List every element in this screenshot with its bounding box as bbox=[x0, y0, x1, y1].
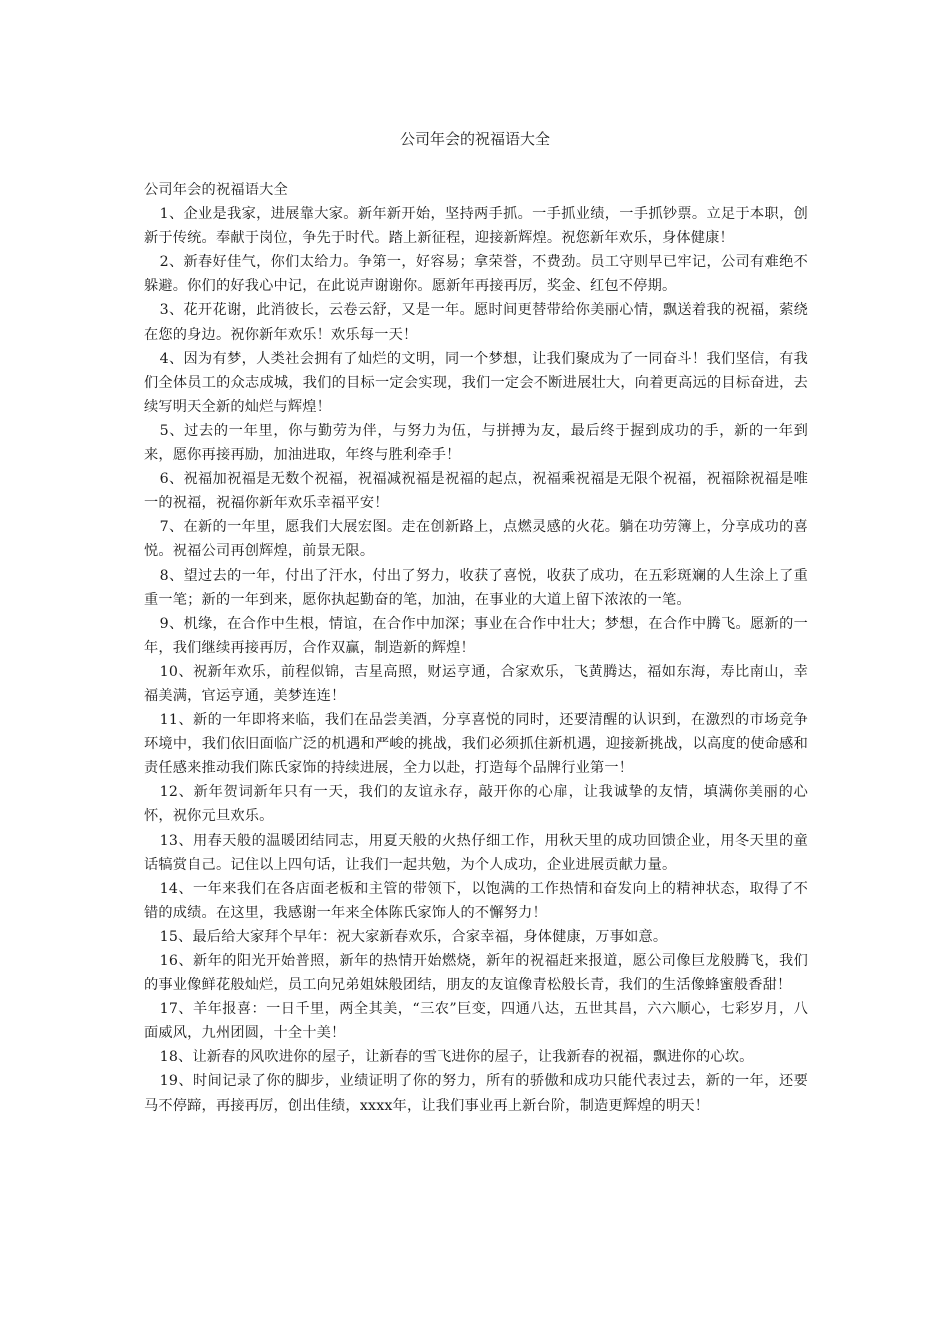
paragraph-4: 4、因为有梦，人类社会拥有了灿烂的文明，同一个梦想，让我们聚成为了一同奋斗！我们坚信，有我们全体员工的众志成城，我们的目标一定会实现，我们一定会不断进展壮大，向着更高远的目标奋进，去续写明天全新的灿烂与辉煌！ bbox=[144, 350, 808, 415]
paragraph-3: 3、花开花谢，此消彼长，云卷云舒，又是一年。愿时间更替带给你美丽心情，飘送着我的祝福，萦绕在您的身边。祝你新年欢乐！欢乐每一天！ bbox=[144, 302, 808, 343]
paragraph-2: 2、新春好佳气，你们太给力。争第一，好容易；拿荣誉，不费劲。员工守则早已牢记，公司有难绝不躲避。你们的好我心中记，在此说声谢谢你。愿新年再接再厉，奖金、红包不停期。 bbox=[144, 254, 808, 295]
paragraph-11: 11、新的一年即将来临，我们在品尝美酒，分享喜悦的同时，还要清醒的认识到，在激烈的市场竞争环境中，我们依旧面临广泛的机遇和严峻的挑战，我们必须抓住新机遇，迎接新挑战，以高度的使命感和责任感来推动我们陈氏家饰的持续进展，全力以赴，打造每个品牌行业第一！ bbox=[144, 712, 808, 777]
paragraph-16: 16、新年的阳光开始普照，新年的热情开始燃烧，新年的祝福赶来报道，愿公司像巨龙般腾飞，我们的事业像鲜花般灿烂，员工向兄弟姐妹般团结，朋友的友谊像青松般长青，我们的生活像蜂蜜般香甜！ bbox=[144, 953, 808, 994]
paragraph-5: 5、过去的一年里，你与勤劳为伴，与努力为伍，与拼搏为友，最后终于握到成功的手，新的一年到来，愿你再接再励，加油进取，年终与胜利牵手！ bbox=[144, 422, 808, 464]
paragraph-13: 13、用春天般的温暖团结同志，用夏天般的火热仔细工作，用秋天里的成功回馈企业，用冬天里的童话犒赏自己。记住以上四句话，让我们一起共勉，为个人成功，企业进展贡献力量。 bbox=[144, 832, 808, 873]
paragraph-10: 10、祝新年欢乐，前程似锦，吉星高照，财运亨通，合家欢乐，飞黄腾达，福如东海，寿比南山，幸福美满，官运亨通，美梦连连！ bbox=[144, 663, 808, 704]
paragraph-15: 15、最后给大家拜个早年：祝大家新春欢乐，合家幸福，身体健康，万事如意。 bbox=[159, 928, 668, 945]
paragraph-8: 8、望过去的一年，付出了汗水，付出了努力，收获了喜悦，收获了成功，在五彩斑斓的人生涂上了重重一笔；新的一年到来，愿你执起勤奋的笔，加油，在事业的大道上留下浓浓的一笔。 bbox=[144, 567, 808, 608]
paragraph-6: 6、祝福加祝福是无数个祝福，祝福减祝福是祝福的起点，祝福乘祝福是无限个祝福，祝福除祝福是唯一的祝福，祝福你新年欢乐幸福平安！ bbox=[144, 471, 808, 512]
paragraph-12: 12、新年贺词新年只有一天，我们的友谊永存，敲开你的心扉，让我诚挚的友情，填满你美丽的心怀，祝你元旦欢乐。 bbox=[144, 784, 808, 825]
document-subtitle: 公司年会的祝福语大全 bbox=[144, 182, 288, 198]
paragraph-7: 7、在新的一年里，愿我们大展宏图。走在创新路上，点燃灵感的火花。躺在功劳簿上，分享成功的喜悦。祝福公司再创辉煌，前景无限。 bbox=[144, 519, 808, 560]
paragraph-19: 19、时间记录了你的脚步，业绩证明了你的努力，所有的骄傲和成功只能代表过去，新的一年，还要马不停蹄，再接再厉，创出佳绩，xxxx年，让我们事业再上新台阶，制造更辉煌的明天！ bbox=[144, 1073, 808, 1114]
paragraph-17: 17、羊年报喜：一日千里，两全其美，“三农”巨变，四通八达，五世其昌，六六顺心，七彩岁月，八面威风，九州团圆，十全十美！ bbox=[144, 1001, 808, 1042]
document-body bbox=[144, 178, 808, 1118]
paragraph-9: 9、机缘，在合作中生根，情谊，在合作中加深；事业在合作中壮大；梦想，在合作中腾飞。愿新的一年，我们继续再接再厉，合作双赢，制造新的辉煌！ bbox=[144, 615, 808, 656]
paragraph-1: 1、企业是我家，进展靠大家。新年新开始，坚持两手抓。一手抓业绩，一手抓钞票。立足于本职，创新于传统。奉献于岗位，争先于时代。踏上新征程，迎接新辉煌。祝您新年欢乐，身体健康！ bbox=[144, 206, 808, 247]
paragraph-14: 14、一年来我们在各店面老板和主管的带领下，以饱满的工作热情和奋发向上的精神状态，取得了不错的成绩。在这里，我感谢一年来全体陈氏家饰人的不懈努力！ bbox=[144, 880, 808, 921]
paragraph-18: 18、让新春的风吹进你的屋子，让新春的雪飞进你的屋子，让我新春的祝福，飘进你的心坎。 bbox=[159, 1049, 754, 1066]
document-title: 公司年会的祝福语大全 bbox=[399, 130, 550, 148]
